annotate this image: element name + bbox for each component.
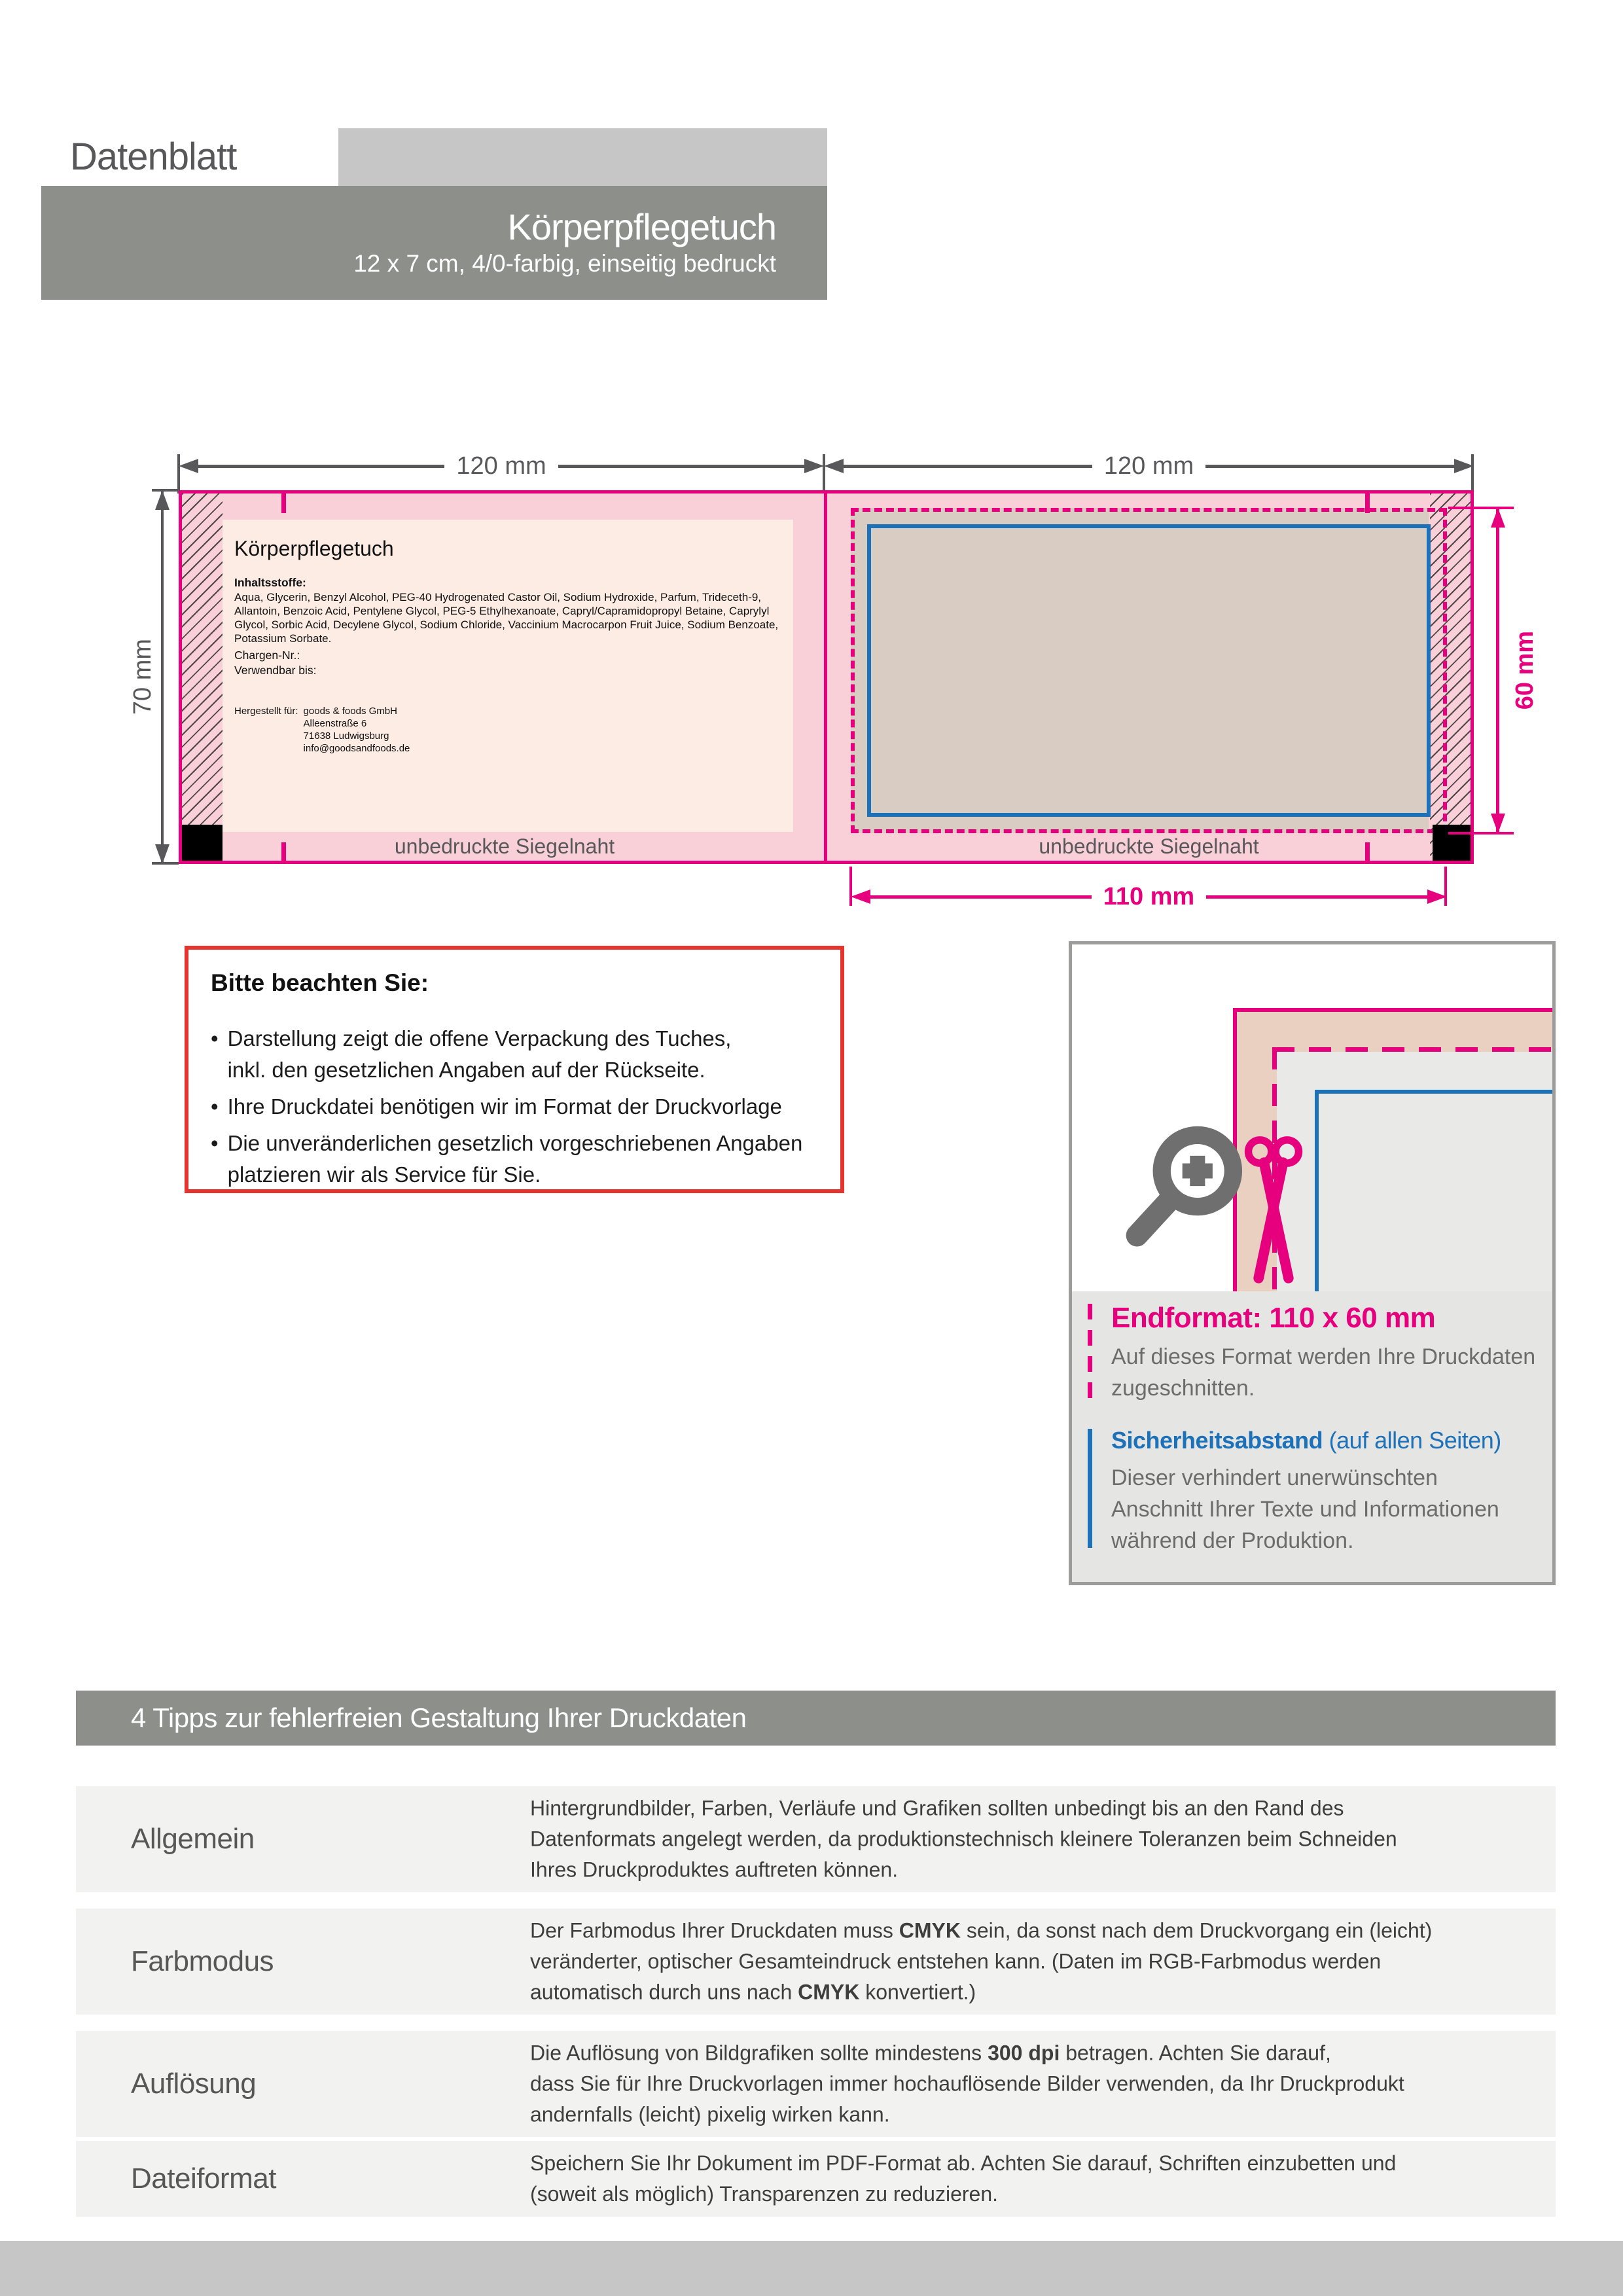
manufacturer-line: 71638 Ludwigsburg bbox=[303, 730, 389, 742]
dimension-endformat-width bbox=[851, 882, 1447, 910]
note-line: Die unveränderlichen gesetzlich vorgeschriebenen Angaben bbox=[227, 1131, 803, 1155]
text-line: Auf dieses Format werden Ihre Druckdaten bbox=[1111, 1344, 1536, 1369]
bullet-icon: • bbox=[211, 1026, 219, 1050]
cut-line-dashed bbox=[1272, 1047, 1552, 1052]
note-item bbox=[211, 1128, 818, 1191]
tip-row-allgemein bbox=[76, 1786, 1556, 1892]
arrowhead-right-icon bbox=[804, 459, 824, 473]
endformat-description bbox=[1111, 1341, 1535, 1404]
manufacturer-line: Alleenstraße 6 bbox=[303, 718, 367, 729]
tip-row-dateiformat bbox=[76, 2141, 1556, 2217]
text-line: während der Produktion. bbox=[1111, 1528, 1354, 1553]
safety-legend-icon bbox=[1088, 1429, 1092, 1548]
text-line: Dieser verhindert unerwünschten bbox=[1111, 1465, 1438, 1490]
arrowhead-left-icon bbox=[824, 459, 844, 473]
page-title: Datenblatt bbox=[58, 128, 338, 186]
tip-text: Der Farbmodus Ihrer Druckdaten muss CMYK sein, da sonst nach dem Druckvorgang ein (leicht) veränderter, optischer Gesamteindruck entstehen kann. (Daten im RGB-Farbmodus werden automatisch durch uns nach CMYK konvertiert.) bbox=[530, 1918, 1433, 2004]
endformat-height-label: 60 mm bbox=[1510, 630, 1539, 710]
safety-margin-line bbox=[1315, 1090, 1319, 1291]
arrowhead-right-icon bbox=[1427, 889, 1447, 904]
safety-margin-line bbox=[867, 524, 1431, 817]
safety-margin-line bbox=[1315, 1090, 1552, 1094]
endformat-title: Endformat: 110 x 60 mm bbox=[1111, 1302, 1436, 1334]
arrowhead-left-icon bbox=[179, 459, 198, 473]
tip-label: Allgemein bbox=[131, 1823, 255, 1855]
registration-mark-right bbox=[1433, 825, 1471, 861]
endformat-width-label: 110 mm bbox=[1103, 882, 1195, 910]
batch-block bbox=[234, 648, 317, 678]
package-product-title: Körperpflegetuch bbox=[234, 537, 394, 560]
note-box bbox=[185, 946, 844, 1193]
arrowhead-down-icon bbox=[155, 844, 169, 864]
note-line: inkl. den gesetzlichen Angaben auf der Rückseite. bbox=[227, 1058, 705, 1082]
note-item bbox=[211, 1091, 818, 1122]
tip-text: Hintergrundbilder, Farben, Verläufe und Grafiken sollten unbedingt bis an den Rand des Datenformats angelegt werden, da produktionstechnisch kleinere Toleranzen beim Schneiden Ihres Druckproduktes auftreten können. bbox=[530, 1796, 1397, 1882]
fold-mark bbox=[1365, 842, 1370, 861]
fold-mark bbox=[281, 493, 286, 513]
info-box bbox=[1069, 941, 1556, 1585]
registration-mark-left bbox=[182, 825, 223, 861]
product-title: Körperpflegetuch bbox=[507, 206, 776, 247]
dimension-label: 120 mm bbox=[456, 452, 546, 480]
tip-text: Speichern Sie Ihr Dokument im PDF-Format ab. Achten Sie darauf, Schriften einzubetten und (soweit als möglich) Transparenzen zu reduzieren. bbox=[530, 2151, 1397, 2206]
bullet-icon: • bbox=[211, 1131, 219, 1155]
note-list bbox=[211, 1023, 818, 1191]
dimension-height-label: 70 mm bbox=[128, 638, 156, 715]
manufacturer-label: Hergestellt für: bbox=[234, 706, 298, 717]
package-diagram bbox=[179, 490, 1474, 864]
dimension-label: 120 mm bbox=[1103, 452, 1194, 480]
seam-label-left: unbedruckte Siegelnaht bbox=[394, 834, 615, 858]
text-line: Anschnitt Ihrer Texte und Informationen bbox=[1111, 1497, 1499, 1522]
fold-mark bbox=[1365, 493, 1370, 513]
dimension-width-right bbox=[824, 454, 1474, 478]
dimension-width-left bbox=[179, 454, 824, 478]
tip-label: Dateiformat bbox=[131, 2162, 276, 2195]
product-header bbox=[41, 186, 827, 300]
bleed-edge-line bbox=[1233, 1008, 1552, 1012]
tips-heading-bar: 4 Tipps zur fehlerfreien Gestaltung Ihrer Druckdaten bbox=[76, 1691, 1556, 1746]
bullet-icon: • bbox=[211, 1094, 219, 1119]
tip-label: Auflösung bbox=[131, 2068, 257, 2100]
manufacturer-line: goods & foods GmbH bbox=[303, 706, 397, 717]
best-before-label: Verwendbar bis: bbox=[234, 664, 317, 677]
arrowhead-down-icon bbox=[1491, 814, 1505, 833]
note-item bbox=[211, 1023, 818, 1086]
arrowhead-left-icon bbox=[851, 889, 870, 904]
note-line: Ihre Druckdatei benötigen wir im Format der Druckvorlage bbox=[227, 1094, 782, 1119]
ingredients-text: Aqua, Glycerin, Benzyl Alcohol, PEG-40 Hydrogenated Castor Oil, Sodium Hydroxide, Parfum, Trideceth-9, Allantoin, Benzoic Acid, Pentylene Glycol, PEG-5 Ethylhexanoate, Capryl/Capramidopropyl Betaine, Caprylyl Glycol, Sorbic Acid, Decylene Glycol, Sodium Chloride, Vaccinium Macrocarpon Fruit Juice, Sodium Benzoate, Potassium Sorbate. bbox=[234, 591, 779, 645]
tip-text: Die Auflösung von Bildgrafiken sollte mindestens 300 dpi betragen. Achten Sie darauf, dass Sie für Ihre Druckvorlagen immer hochauflösende Bilder verwenden, da Ihr Druckprodukt andernfalls (leicht) pixelig wirken kann. bbox=[530, 2041, 1404, 2126]
safety-description bbox=[1111, 1462, 1499, 1556]
arrowhead-right-icon bbox=[1454, 459, 1474, 473]
safety-title: Sicherheitsabstand (auf allen Seiten) bbox=[1111, 1427, 1501, 1454]
arrowhead-up-icon bbox=[1491, 508, 1505, 528]
seam-label-right: unbedruckte Siegelnaht bbox=[1039, 834, 1259, 858]
header-gray-strip bbox=[327, 128, 827, 186]
bleed-hatch-left bbox=[182, 493, 223, 861]
batch-label: Chargen-Nr.: bbox=[234, 649, 300, 662]
tip-row-aufloesung bbox=[76, 2031, 1556, 2137]
note-title: Bitte beachten Sie: bbox=[211, 969, 429, 996]
tip-row-farbmodus bbox=[76, 1909, 1556, 2015]
tip-label: Farbmodus bbox=[131, 1945, 274, 1977]
fold-mark bbox=[281, 842, 286, 861]
scissors-icon bbox=[1240, 1129, 1308, 1294]
zoom-in-icon bbox=[1118, 1116, 1255, 1253]
ingredients-heading: Inhaltsstoffe: bbox=[234, 576, 306, 589]
package-back-panel bbox=[223, 520, 793, 832]
center-fold-line bbox=[824, 493, 827, 861]
manufacturer-address bbox=[304, 705, 410, 755]
cut-line-legend-icon bbox=[1088, 1304, 1092, 1402]
note-line: platzieren wir als Service für Sie. bbox=[227, 1162, 541, 1187]
note-line: Darstellung zeigt die offene Verpackung des Tuches, bbox=[227, 1026, 732, 1050]
arrowhead-up-icon bbox=[155, 490, 169, 510]
manufacturer-line: info@goodsandfoods.de bbox=[303, 743, 410, 754]
text-line: zugeschnitten. bbox=[1111, 1376, 1255, 1401]
footer-bar bbox=[0, 2241, 1623, 2296]
manufacturer-block bbox=[234, 705, 410, 755]
product-subtitle: 12 x 7 cm, 4/0-farbig, einseitig bedruckt bbox=[353, 250, 776, 277]
